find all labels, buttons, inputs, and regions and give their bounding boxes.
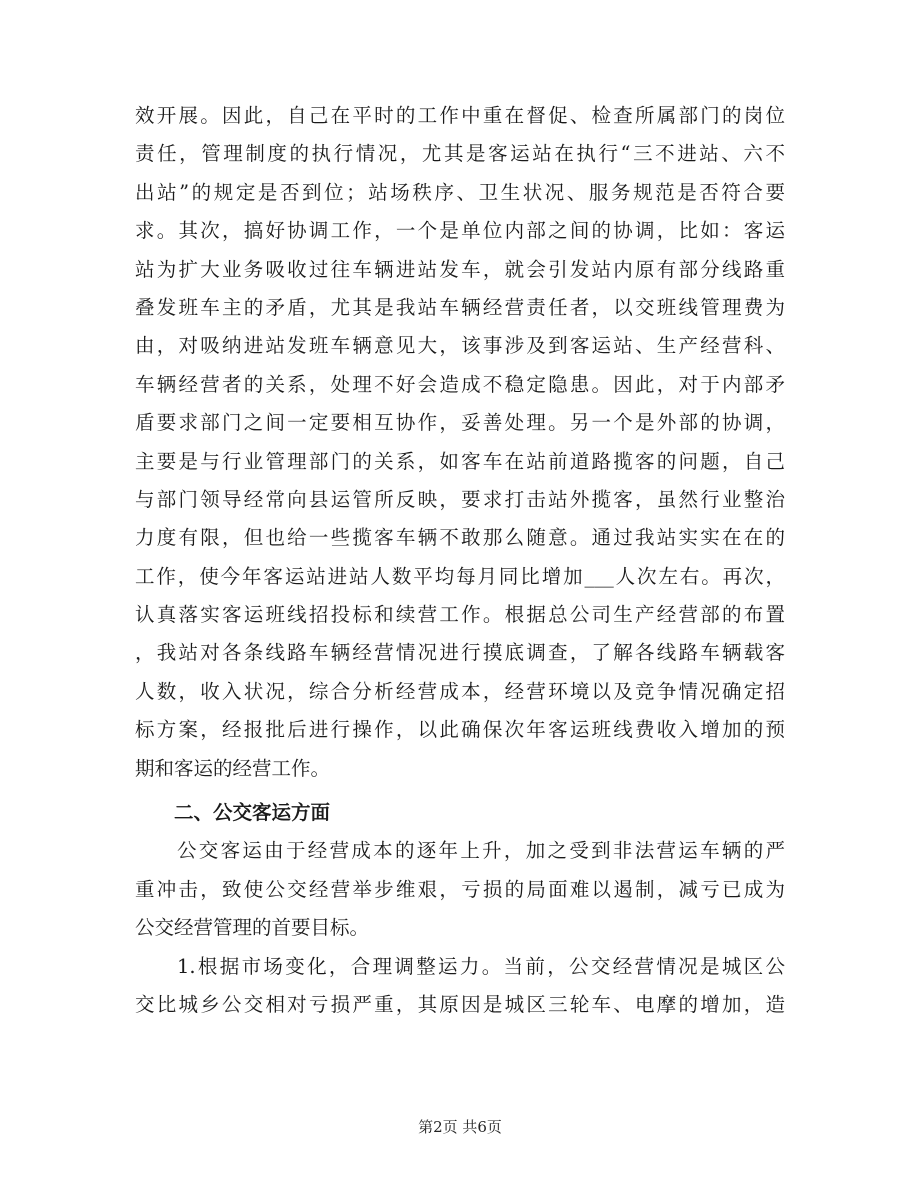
text-line: 期和客运的经营工作。 <box>135 756 331 780</box>
text-line: 与部门领导经常向县运管所反映，要求打击站外揽客，虽然行业整治 <box>135 487 785 511</box>
text-line: 力度有限，但也给一些揽客车辆不敢那么随意。通过我站实实在在的 <box>135 526 785 550</box>
text-line: 人数，收入状况，综合分析经营成本，经营环境以及竞争情况确定招 <box>135 679 785 703</box>
text-line: 责任，管理制度的执行情况，尤其是客运站在执行“三不进站、六不 <box>135 142 785 166</box>
text-line: 认真落实客运班线招投标和续营工作。根据总公司生产经营部的布置 <box>135 603 785 627</box>
section-heading: 二、公交客运方面 <box>174 801 331 825</box>
text-line: 效开展。因此，自己在平时的工作中重在督促、检查所属部门的岗位 <box>135 104 785 127</box>
text-line: 车辆经营者的关系，处理不好会造成不稳定隐患。因此，对于内部矛 <box>135 372 785 396</box>
text-line: 重冲击，致使公交经营举步维艰，亏损的局面难以遏制，减亏已成为 <box>135 877 785 901</box>
text-line: 公交客运由于经营成本的逐年上升，加之受到非法营运车辆的严 <box>177 839 785 863</box>
text-line: ，我站对各条线路车辆经营情况进行摸底调查，了解各线路车辆载客 <box>135 641 785 665</box>
text-line: 盾要求部门之间一定要相互协作，妥善处理。另一个是外部的协调， <box>135 411 785 435</box>
text-line: 工作，使今年客运站进站人数平均每月同比增加___人次左右。再次， <box>135 564 785 588</box>
text-line: 交比城乡公交相对亏损严重，其原因是城区三轮车、电摩的增加，造 <box>135 992 785 1016</box>
text-line: 出站”的规定是否到位；站场秩序、卫生状况、服务规范是否符合要 <box>135 180 785 204</box>
paragraph-capacity-adjustment <box>135 948 785 1025</box>
text-line: 求。其次，搞好协调工作，一个是单位内部之间的协调，比如：客运 <box>135 219 785 243</box>
text-line: 站为扩大业务吸收过往车辆进站发车，就会引发站内原有部分线路重 <box>135 257 785 281</box>
paragraph-coordination <box>135 97 785 788</box>
text-line: 叠发班车主的矛盾，尤其是我站车辆经营责任者，以交班线管理费为 <box>135 295 785 319</box>
text-line: 标方案，经报批后进行操作，以此确保次年客运班线费收入增加的预 <box>135 718 785 742</box>
text-line: 由，对吸纳进站发班车辆意见大，该事涉及到客运站、生产经营科、 <box>135 334 785 358</box>
paragraph-bus-overview <box>135 832 785 947</box>
text-line: 1.根据市场变化，合理调整运力。当前，公交经营情况是城区公 <box>177 954 785 978</box>
text-line: 公交经营管理的首要目标。 <box>135 916 370 940</box>
page-number-footer: 第2页 共6页 <box>418 1118 502 1136</box>
text-line: 主要是与行业管理部门的关系，如客车在站前道路揽客的问题，自己 <box>135 449 785 473</box>
document-body <box>135 97 785 1024</box>
